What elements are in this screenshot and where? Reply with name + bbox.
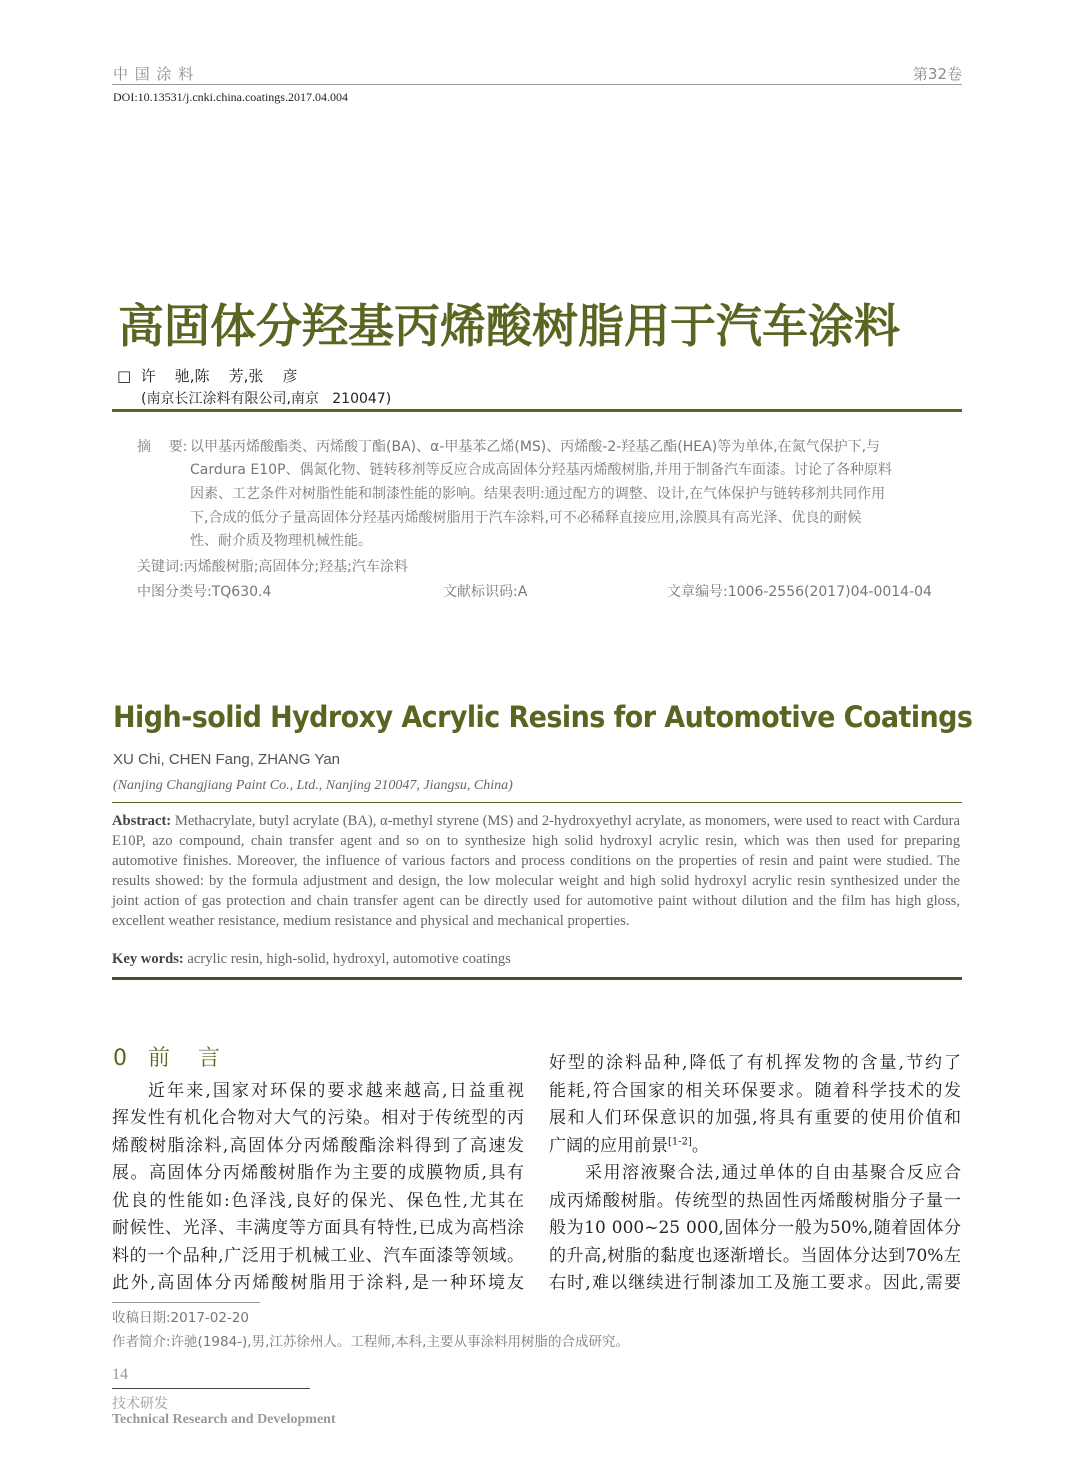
keywords-en-text: acrylic resin, high-solid, hydroxyl, automotive coatings [183, 951, 511, 967]
title-cn: 高固体分羟基丙烯酸树脂用于汽车涂料 [118, 299, 900, 353]
doi: DOI:10.13531/j.cnki.china.coatings.2017.04.004 [113, 90, 348, 104]
body-line: 好型的涂料品种,降低了有机挥发物的含量,节约了 [549, 1053, 961, 1073]
document-code: 文献标识码:A [443, 584, 528, 600]
footnote-rule [112, 1302, 260, 1303]
keywords-cn: 关键词:丙烯酸树脂;高固体分;羟基;汽车涂料 [137, 559, 408, 575]
body-line: 采用溶液聚合法,通过单体的自由基聚合反应合 [585, 1163, 961, 1183]
body-line: 优良的性能如:色泽浅,良好的保光、保色性,尤其在 [112, 1191, 524, 1211]
abstract-cn-line: 下,合成的低分子量高固体分羟基丙烯酸树脂用于汽车涂料,可不必稀释直接应用,涂膜具有高光泽、优良的耐候 [190, 510, 862, 526]
body-line: 此外,高固体分丙烯酸树脂用于涂料,是一种环境友 [112, 1273, 524, 1293]
affiliation-cn: (南京长江涂料有限公司,南京 210047) [141, 391, 392, 407]
column-name-cn: 技术研发 [112, 1396, 168, 1412]
body-line: 挥发性有机化合物对大气的污染。相对于传统型的丙 [112, 1108, 524, 1128]
body-line: 成丙烯酸树脂。传统型的热固性丙烯酸树脂分子量一 [549, 1191, 961, 1211]
body-line: 般为10 000~25 000,固体分一般为50%,随着固体分 [549, 1218, 961, 1238]
page-number: 14 [112, 1366, 128, 1383]
author-bio: 作者简介:许驰(1984-),男,江苏徐州人。工程师,本科,主要从事涂料用树脂的合成研究。 [112, 1334, 629, 1350]
article-number: 文章编号:1006-2556(2017)04-0014-04 [667, 584, 932, 600]
body-line: 料的一个品种,广泛用于机械工业、汽车面漆等领域。 [112, 1246, 524, 1266]
abstract-rule [112, 977, 962, 980]
body-line: 右时,难以继续进行制漆加工及施工要求。因此,需要 [549, 1273, 961, 1293]
volume: 第32卷 [912, 65, 962, 83]
clc-number: 中图分类号:TQ630.4 [137, 584, 272, 600]
abstract-cn-line: 性、耐介质及物理机械性能。 [190, 533, 372, 549]
body-line: 近年来,国家对环保的要求越来越高,日益重视 [148, 1081, 524, 1101]
body-line: 广阔的应用前景[1-2]。 [549, 1136, 709, 1156]
body-line: 展。高固体分丙烯酸树脂作为主要的成膜物质,具有 [112, 1163, 524, 1183]
received-date: 收稿日期:2017-02-20 [112, 1310, 250, 1326]
section-heading: 0 前 言 [113, 1046, 220, 1071]
body-line: 能耗,符合国家的相关环保要求。随着科学技术的发 [549, 1081, 961, 1101]
keywords-en-label: Key words: [112, 951, 184, 967]
body-line: 展和人们环保意识的加强,将具有重要的使用价值和 [549, 1108, 961, 1128]
header-rule [112, 84, 962, 85]
keywords-en [112, 951, 511, 968]
abstract-cn-label: 摘 要: [137, 439, 188, 455]
body-line: 耐候性、光泽、丰满度等方面具有特性,已成为高档涂 [112, 1218, 524, 1238]
authors-en: XU Chi, CHEN Fang, ZHANG Yan [113, 751, 341, 768]
abstract-cn-line: Cardura E10P、偶氮化物、链转移剂等反应合成高固体分羟基丙烯酸树脂,并用于制备汽车面漆。讨论了各种原料 [190, 462, 892, 478]
body-line: 的升高,树脂的黏度也逐渐增长。当固体分达到70%左 [549, 1246, 961, 1266]
abstract-en-label: Abstract: [112, 813, 172, 829]
abstract-cn-line: 以甲基丙烯酸酯类、丙烯酸丁酯(BA)、α-甲基苯乙烯(MS)、丙烯酸-2-羟基乙酯(HEA)等为单体,在氮气保护下,与 [190, 439, 881, 455]
affiliation-en: (Nanjing Changjiang Paint Co., Ltd., Nanjing 210047, Jiangsu, China) [113, 778, 513, 793]
title-rule [112, 409, 962, 412]
body-line: 烯酸树脂涂料,高固体分丙烯酸酯涂料得到了高速发 [112, 1136, 524, 1156]
authors-cn: □ 许 驰,陈 芳,张 彦 [117, 367, 298, 385]
footer-rule [112, 1388, 310, 1389]
abstract-cn-line: 因素、工艺条件对树脂性能和制漆性能的影响。结果表明:通过配方的调整、设计,在气体保护与链转移剂共同作用 [190, 486, 886, 502]
journal-name: 中 国 涂 料 [113, 65, 195, 83]
abstract-en [112, 812, 960, 931]
title-en: High-solid Hydroxy Acrylic Resins for Automotive Coatings [113, 700, 973, 734]
abstract-en-text: Methacrylate, butyl acrylate (BA), α-methyl styrene (MS) and 2-hydroxyethyl acrylate, as monomers, were used to react with Cardura E10P, azo compound, chain transfer agent and so on to synthesize high solid hydroxyl acrylic resin, which was then used for preparing automotive finishes. Moreover, the influence of various factors and process conditions on the properties of resin and paint were studied. The results showed: by the formula adjustment and design, the low molecular weight and high solid hydroxyl acrylic resin synthesized under the joint action of gas protection and chain transfer agent can be directly used for automotive paint without dilution and the film has high gloss, excellent weather resistance, medium resistance and physical and mechanical properties. [112, 813, 960, 929]
citation: [1-2] [668, 1136, 692, 1148]
affiliation-rule [112, 802, 962, 803]
column-name-en: Technical Research and Development [112, 1412, 336, 1427]
